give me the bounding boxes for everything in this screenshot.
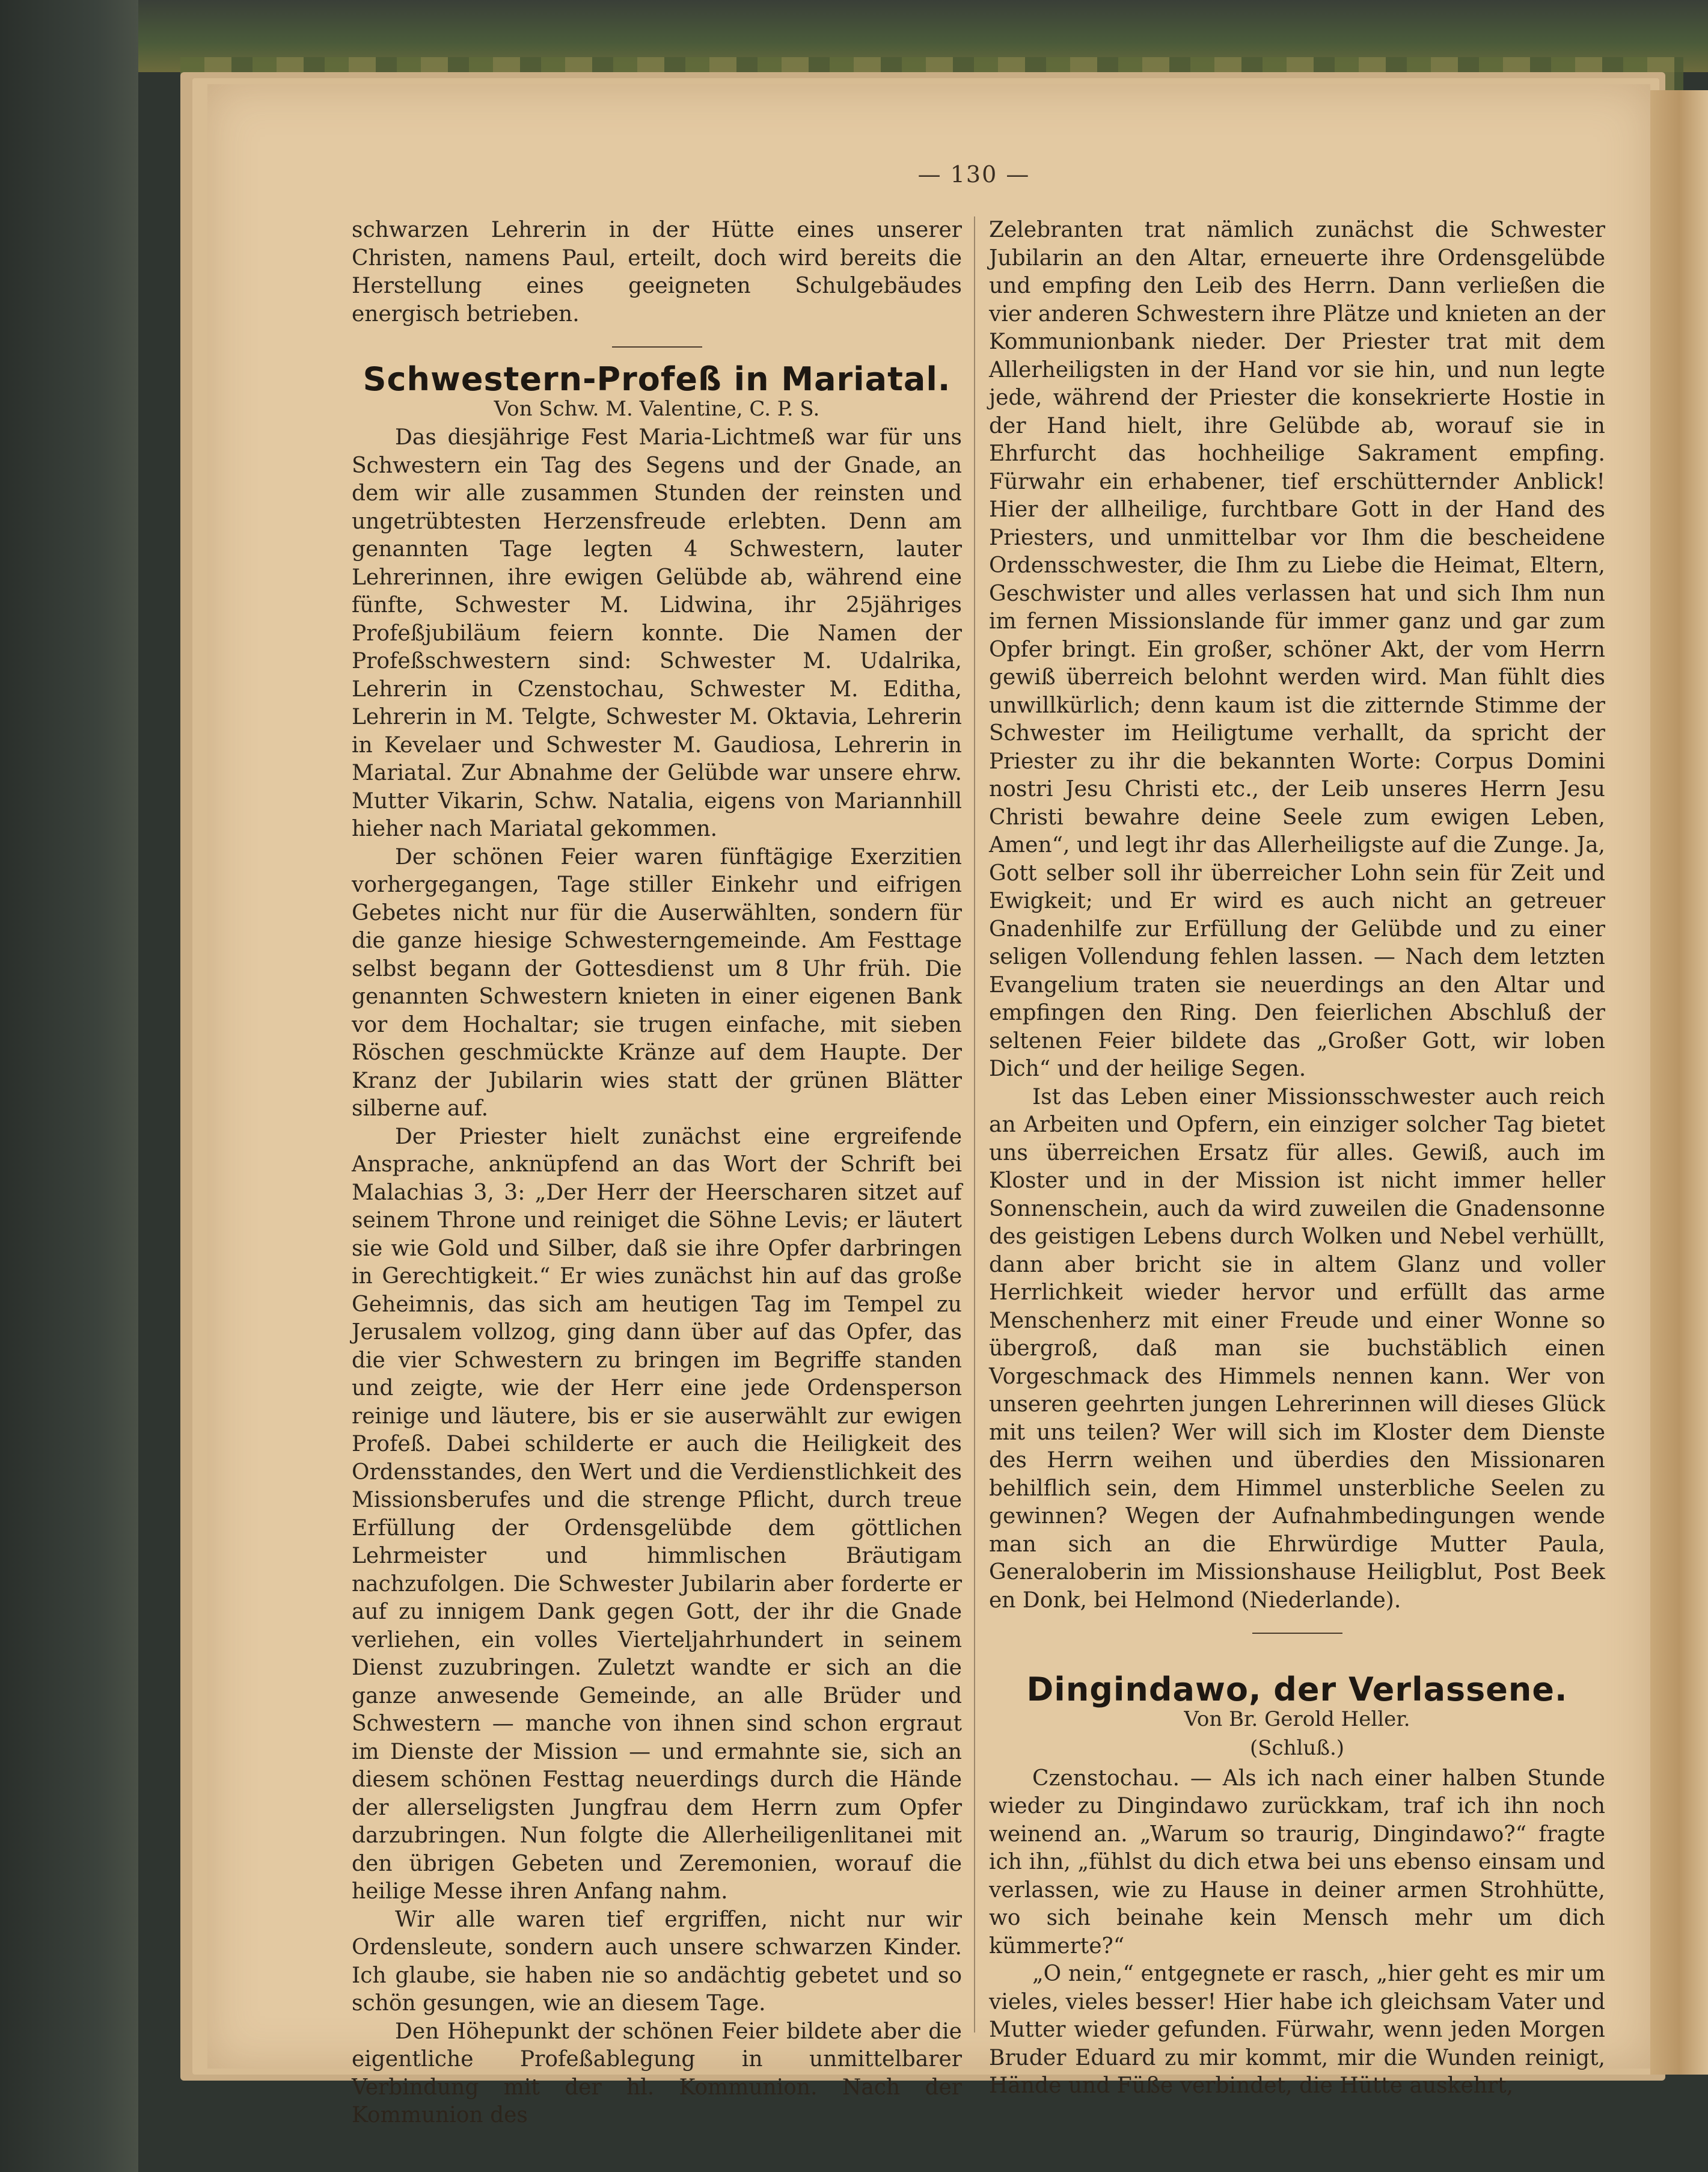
paragraph: Der schönen Feier waren fünftägige Exerzitien vorhergegangen, Tage stiller Einkehr und eifrigen Gebetes nicht nur für die Auserwählten, sondern für die ganze hiesige Schwesterngemeinde. Am Festtage selbst begann der Gottesdienst um 8 Uhr früh. Die genannten Schwestern knieten in einer eigenen Bank vor dem Hochaltar; sie trugen einfache, mit sieben Röschen geschmückte Kränze auf dem Haupte. Der Kranz der Jubilarin wies statt der grünen Blätter silberne auf.: [352, 844, 962, 1121]
paragraph: Der Priester hielt zunächst eine ergreifende Ansprache, anknüpfend an das Wort der Schrift bei Malachias 3, 3: „Der Herr der Heerscharen sitzet auf seinem Throne und reiniget die Söhne Levis; er läutert sie wie Gold und Silber, daß sie ihre Opfer darbringen in Gerechtigkeit.“ Er wies zunächst hin auf das große Geheimnis, das sich am heutigen Tag im Tempel zu Jerusalem vollzog, ging dann über auf das Opfer, das die vier Schwestern zu bringen im Begriffe standen und zeigte, wie der Herr eine jede Ordensperson reinige und läutere, bis er sie auserwählt zur ewigen Profeß. Dabei schilderte er auch die Heiligkeit des Ordensstandes, den Wert und die Verdienstlichkeit des Missionsberufes und die strenge Pflicht, durch treue Erfüllung der Ordensgelübde dem göttlichen Lehrmeister und himmlischen Bräutigam nachzufolgen. Die Schwester Jubilarin aber forderte er auf zu innigem Dank gegen Gott, der ihr die Gnade verliehen, ein volles Vierteljahrhundert in seinem Dienst zuzubringen. Zuletzt wandte er sich an die ganze anwesende Gemeinde, an alle Brüder und Schwestern — manche von ihnen sind schon ergraut im Dienste der Mission — und ermahnte sie, sich an diesem schönen Festtag neuerdings durch die Hände der allerseligsten Jungfrau dem Herrn zum Opfer darzubringen. Nun folgte die Allerheiligenlitanei mit den übrigen Gebeten und Zeremonien, worauf die heilige Messe ihren Anfang nahm.: [352, 1124, 962, 1904]
article2-title: Dingindawo, der Verlassene.: [1026, 1670, 1568, 1708]
article2-note: (Schluß.): [1249, 1736, 1345, 1760]
paragraph: Ist das Leben einer Missionsschwester auch reich an Arbeiten und Opfern, ein einziger solcher Tag bietet uns überreichen Ersatz für alles. Gewiß, auch im Kloster und in der Mission ist nicht immer heller Sonnenschein, auch da wird zuweilen die Gnadensonne des geistigen Lebens durch Wolken und Nebel verhüllt, dann aber bricht sie in altem Glanz und voller Herrlichkeit wieder hervor und erfüllt das arme Menschenherz mit einer Freude und einer Wonne so übergroß, daß man sie buchstäblich einen Vorgeschmack des Himmels nennen kann. Wer von unseren geehrten jungen Lehrerinnen will dieses Glück mit uns teilen? Wer will sich im Kloster dem Dienste des Herrn weihen und überdies den Missionaren behilflich sein, dem Himmel unsterbliche Seelen zu gewinnen? Wegen der Aufnahmbedingungen wende man sich an die Ehrwürdige Mutter Paula, Generaloberin im Missionshause Heiligblut, Post Beek en Donk, bei Helmond (Niederlande).: [989, 1084, 1605, 1613]
paragraph: Das diesjährige Fest Maria-Lichtmeß war für uns Schwestern ein Tag des Segens und der Gnade, an dem wir alle zusammen Stunden der reinsten und ungetrübtesten Herzensfreude erlebten. Denn am genannten Tage legten 4 Schwestern, lauter Lehrerinnen, ihre ewigen Gelübde ab, während eine fünfte, Schwester M. Lidwina, ihr 25jähriges Profeßjubiläum feiern konnte. Die Namen der Profeßschwestern sind: Schwester M. Udalrika, Lehrerin in Czenstochau, Schwester M. Editha, Lehrerin in M. Telgte, Schwester M. Oktavia, Lehrerin in Kevelaer und Schwester M. Gaudiosa, Lehrerin in Mariatal. Zur Abnahme der Gelübde war unsere ehrw. Mutter Vikarin, Schw. Natalia, eigens von Mariannhill hieher nach Mariatal gekommen.: [352, 425, 962, 841]
right-column: [989, 216, 1605, 2098]
article2-byline: Von Br. Gerold Heller.: [1184, 1707, 1410, 1731]
article-title: Schwestern-Profeß in Mariatal.: [363, 360, 951, 398]
intro-paragraph: schwarzen Lehrerin in der Hütte eines unserer Christen, namens Paul, erteilt, doch wird bereits die Herstellung eines geeigneten Schulgebäudes energisch betrieben.: [352, 218, 962, 327]
paragraph: Den Höhepunkt der schönen Feier bildete aber die eigentliche Profeßablegung in unmittelbarer Verbindung mit der hl. Kommunion. Nach der Kommunion des: [352, 2019, 962, 2128]
paragraph: Zelebranten trat nämlich zunächst die Schwester Jubilarin an den Altar, erneuerte ihre Ordensgelübde und empfing den Leib des Herrn. Dann verließen die vier anderen Schwestern ihre Plätze und knieten an der Kommunionbank nieder. Der Priester trat mit dem Allerheiligsten in der Hand vor sie hin, und nun legte jede, während der Priester die konsekrierte Hostie in der Hand hielt, ihre Gelübde ab, worauf sie in Ehrfurcht das hochheilige Sakrament empfing. Fürwahr ein erhabener, tief erschütternder Anblick! Hier der allheilige, furchtbare Gott in der Hand des Priesters, und unmittelbar vor Ihm die bescheidene Ordensschwester, die Ihm zu Liebe die Heimat, Eltern, Geschwister und alles verlassen hat und sich Ihm nun im fernen Missionslande für immer ganz und gar zum Opfer bringt. Ein großer, schöner Akt, der vom Herrn gewiß überreich belohnt werden wird. Man fühlt dies unwillkürlich; denn kaum ist die zitternde Stimme der Schwester im Heiligtume verhallt, da spricht der Priester zu ihr die bekannten Worte: Corpus Domini nostri Jesu Christi etc., der Leib unseres Herrn Jesu Christi bewahre deine Seele zum ewigen Leben, Amen“, und legt ihr das Allerheiligste auf die Zunge. Ja, Gott selber soll ihr überreicher Lohn sein für Zeit und Ewigkeit; und Er wird es auch nicht an getreuer Gnadenhilfe zur Erfüllung der Gelübde und zu einer seligen Vollendung fehlen lassen. — Nach dem letzten Evangelium traten sie neuerdings an den Altar und empfingen den Ring. Den feierlichen Abschluß der seltenen Feier bildete das „Großer Gott, wir loben Dich“ und der heilige Segen.: [989, 218, 1605, 1081]
paragraph: Czenstochau. — Als ich nach einer halben Stunde wieder zu Dingindawo zurückkam, traf ich ihn noch weinend an. „Warum so traurig, Dingindawo?“ fragte ich ihn, „fühlst du dich etwa bei uns ebenso einsam und verlassen, wie zu Hause in deiner armen Strohhütte, wo sich beinahe kein Mensch mehr um dich kümmerte?“: [989, 1766, 1605, 1959]
paragraph: „O nein,“ entgegnete er rasch, „hier geht es mir um vieles, vieles besser! Hier habe ich gleichsam Vater und Mutter wieder gefunden. Fürwahr, wenn jeden Morgen Bruder Eduard zu mir kommt, mir die Wunden reinigt, Hände und Füße verbindet, die Hütte auskehrt,: [989, 1962, 1605, 2098]
book-binding-right: [1650, 90, 1708, 2075]
book-cover-edge: [0, 0, 138, 2172]
article-byline: Von Schw. M. Valentine, C. P. S.: [494, 396, 820, 421]
spacer: [989, 1652, 1605, 1672]
section-separator: [1252, 1633, 1342, 1634]
section-separator: [612, 346, 702, 348]
paragraph: Wir alle waren tief ergriffen, nicht nur wir Ordensleute, sondern auch unsere schwarzen Kinder. Ich glaube, sie haben nie so andächtig gebetet und so schön gesungen, wie an diesem Tage.: [352, 1907, 962, 2016]
left-column: [352, 216, 962, 2128]
column-divider: [974, 216, 975, 2032]
page-number: — 130 —: [917, 161, 1030, 188]
